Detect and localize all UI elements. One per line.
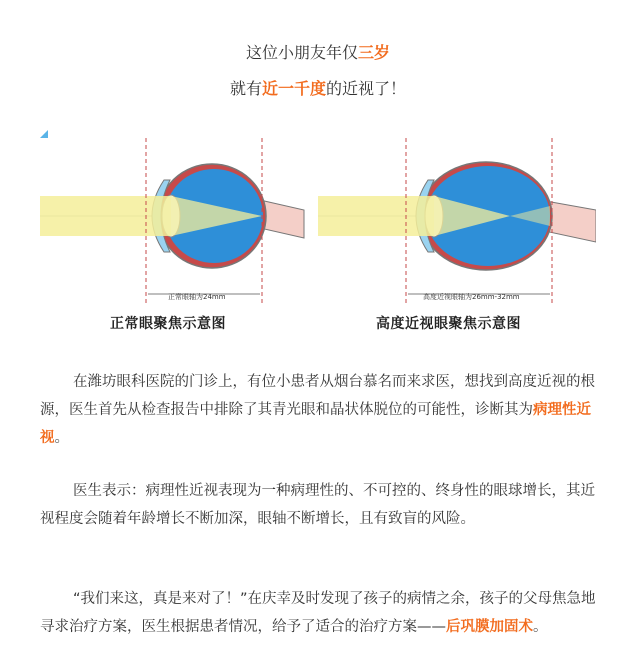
incoming-light: [318, 196, 434, 236]
paragraph-text: 医生表示：病理性近视表现为一种病理性的、不可控的、终身性的眼球增长，其近视程度会随着年龄增长不断加深，眼轴不断增长，且有致盲的风险。: [40, 483, 595, 527]
eye-focus-diagram: [40, 130, 596, 340]
paragraph-end: 。: [54, 430, 69, 446]
paragraph-diagnosis: [40, 368, 600, 452]
normal-eye: [40, 138, 304, 306]
myopia-axis-caption: 高度近视眼轴为26mm-32mm: [423, 293, 520, 301]
headline-highlight-degree: 近一千度: [261, 79, 326, 98]
paragraph-end: 。: [533, 619, 548, 635]
highlight-pathological-myopia: 病理性近视: [40, 402, 591, 446]
myopic-eye-label: 高度近视眼聚焦示意图: [376, 316, 521, 332]
paragraph-doctor-statement: [40, 477, 600, 533]
normal-axis-caption: 正常眼轴为24mm: [168, 293, 226, 301]
headline-text-end: 的近视了！: [326, 79, 407, 98]
highlight-surgery: 后巩膜加固术: [446, 619, 533, 635]
headline-highlight-age: 三岁: [358, 43, 391, 62]
headline-line-1: [0, 40, 636, 63]
headline-line-2: [0, 76, 636, 99]
paragraph-text: 在潍坊眼科医院的门诊上，有位小患者从烟台慕名而来求医，想找到高度近视的根源，医生首先从检查报告中排除了其青光眼和晶状体脱位的可能性，诊断其为: [40, 374, 595, 418]
paragraph-treatment: [40, 585, 600, 641]
headline-text: 就有: [229, 79, 262, 98]
myopic-eye: [318, 138, 596, 306]
eye-diagram-svg: [40, 130, 596, 340]
corner-mark-icon: [40, 130, 48, 138]
paragraph-text: “我们来这，真是来对了！”在庆幸及时发现了孩子的病情之余，孩子的父母焦急地寻求治疗方案，医生根据患者情况，给予了适合的治疗方案——: [40, 591, 596, 635]
headline-text: 这位小朋友年仅: [245, 43, 358, 62]
incoming-light: [40, 196, 171, 236]
normal-eye-label: 正常眼聚焦示意图: [110, 316, 226, 332]
